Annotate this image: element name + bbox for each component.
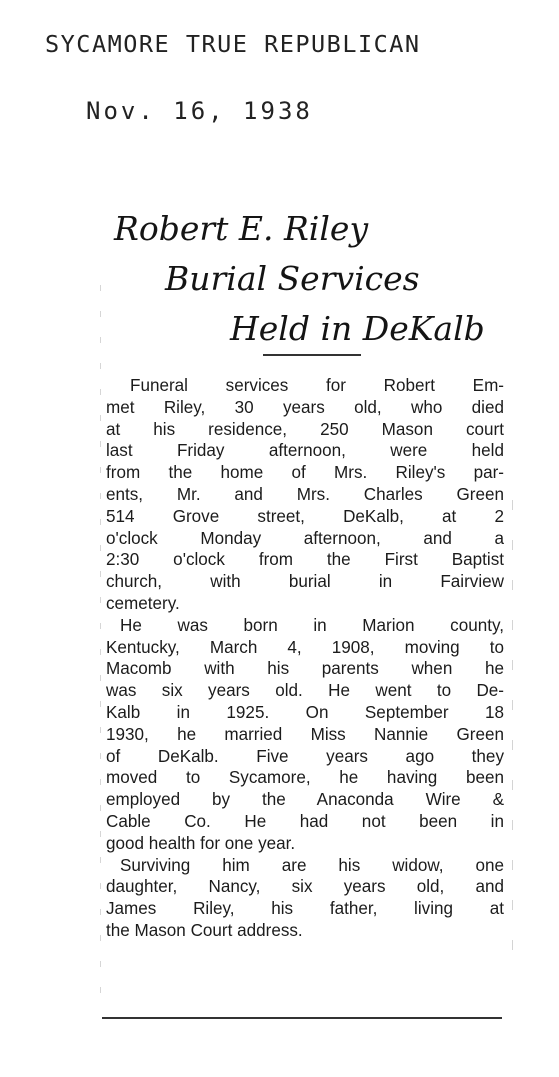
paragraph-funeral <box>106 375 504 615</box>
text-line: Kentucky, March 4, 1908, moving to <box>106 637 504 657</box>
text-line: 514 Grove street, DeKalb, at 2 <box>106 506 504 526</box>
headline-line-3: Held in DeKalb <box>230 309 485 348</box>
text-line: Macomb with his parents when he <box>106 659 504 679</box>
text-line: James Riley, his father, living at <box>106 899 504 919</box>
clipping-edge-left <box>100 285 101 1005</box>
article-body <box>106 375 504 942</box>
text-line: 1930, he married Miss Nannie Green <box>106 724 504 744</box>
text-line: cemetery. <box>106 593 180 613</box>
text-line: of DeKalb. Five years ago they <box>106 746 504 766</box>
headline-divider <box>263 354 361 356</box>
publication-date: Nov. 16, 1938 <box>86 97 313 125</box>
text-line: 2:30 o'clock from the First Baptist <box>106 550 504 570</box>
text-line: He was born in Marion county, <box>120 615 504 635</box>
headline-line-2: Burial Services <box>165 259 420 298</box>
text-line: o'clock Monday afternoon, and a <box>106 528 504 548</box>
text-line: Cable Co. He had not been in <box>106 811 504 831</box>
newspaper-masthead: SYCAMORE TRUE REPUBLICAN <box>45 30 421 58</box>
text-line: employed by the Anaconda Wire & <box>106 790 504 810</box>
text-line: Surviving him are his widow, one <box>120 855 504 875</box>
paragraph-survivors <box>106 855 504 942</box>
text-line: good health for one year. <box>106 833 296 853</box>
text-line: last Friday afternoon, were held <box>106 441 504 461</box>
text-line: the Mason Court address. <box>106 920 303 940</box>
text-line: Funeral services for Robert Em- <box>130 376 504 395</box>
text-line: ents, Mr. and Mrs. Charles Green <box>106 484 504 504</box>
paragraph-biography <box>106 615 504 855</box>
headline-line-1: Robert E. Riley <box>114 209 369 248</box>
text-line: Kalb in 1925. On September 18 <box>106 702 504 722</box>
text-line: daughter, Nancy, six years old, and <box>106 877 504 897</box>
text-line: moved to Sycamore, he having been <box>106 768 504 788</box>
text-line: met Riley, 30 years old, who died <box>106 397 504 417</box>
text-line: was six years old. He went to De- <box>106 681 504 701</box>
text-line: from the home of Mrs. Riley's par- <box>106 463 504 483</box>
text-line: church, with burial in Fairview <box>106 572 504 592</box>
article-end-rule <box>102 1017 502 1019</box>
text-line: at his residence, 250 Mason court <box>106 419 504 439</box>
clipping-edge-right <box>512 500 513 980</box>
